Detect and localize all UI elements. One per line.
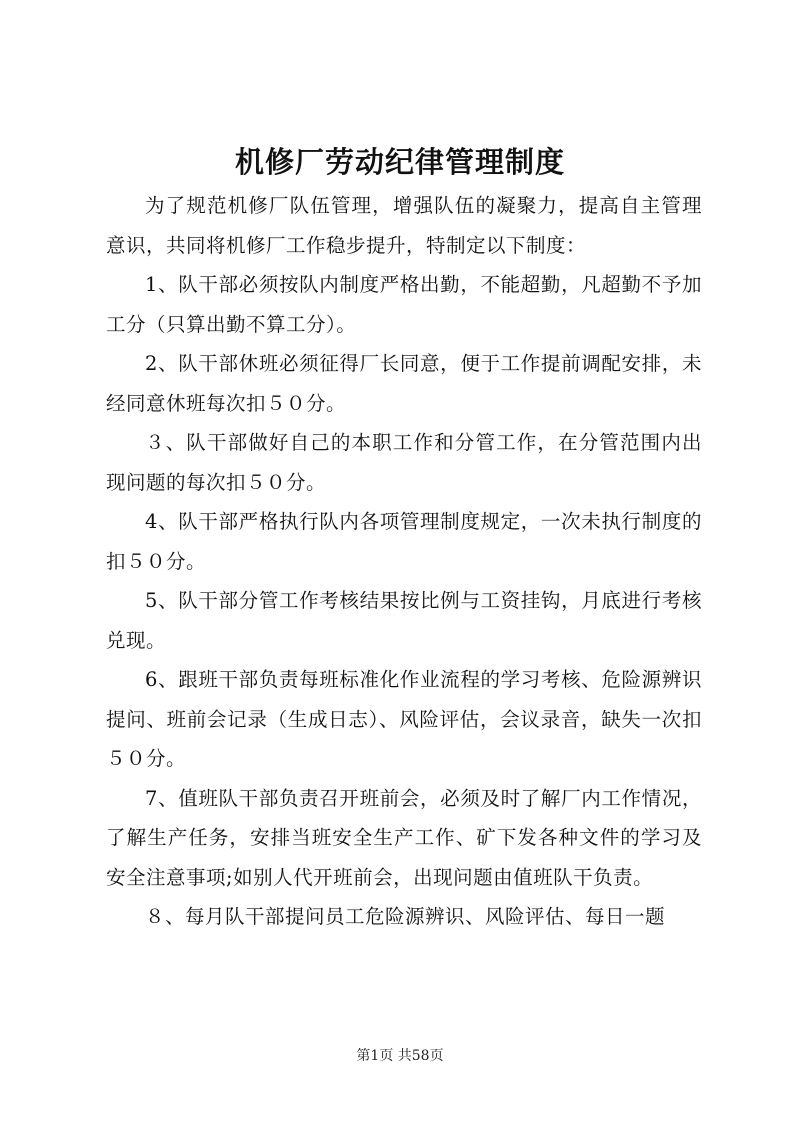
paragraph-rule-6: 6、跟班干部负责每班标准化作业流程的学习考核、危险源辨识提问、班前会记录（生成日志）、风险评估，会议录音，缺失一次扣５０分。: [106, 668, 702, 770]
paragraph-rule-2: 2、队干部休班必须征得厂长同意，便于工作提前调配安排，未经同意休班每次扣５０分。: [106, 352, 702, 415]
paragraph-rule-8: ８、每月队干部提问员工危险源辨识、风险评估、每日一题: [145, 905, 666, 928]
page-number-footer: 第1页 共58页: [356, 1048, 444, 1064]
paragraph-rule-1: 1、队干部必须按队内制度严格出勤，不能超勤，凡超勤不予加工分（只算出勤不算工分）。: [106, 273, 702, 336]
paragraph-rule-5: 5、队干部分管工作考核结果按比例与工资挂钩，月底进行考核兑现。: [106, 589, 702, 652]
document-title: 机修厂劳动纪律管理制度: [234, 145, 565, 179]
paragraph-rule-4: 4、队干部严格执行队内各项管理制度规定，一次未执行制度的扣５０分。: [106, 510, 702, 573]
document-body: [106, 186, 702, 937]
paragraph-rule-3: ３、队干部做好自己的本职工作和分管工作，在分管范围内出现问题的每次扣５０分。: [106, 431, 702, 494]
paragraph-intro: 为了规范机修厂队伍管理，增强队伍的凝聚力，提高自主管理意识，共同将机修厂工作稳步提升，特制定以下制度：: [106, 194, 702, 257]
paragraph-rule-7: 7、值班队干部负责召开班前会，必须及时了解厂内工作情况，了解生产任务，安排当班安全生产工作、矿下发各种文件的学习及安全注意事项;如别人代开班前会，出现问题由值班队干负责。: [106, 786, 702, 889]
